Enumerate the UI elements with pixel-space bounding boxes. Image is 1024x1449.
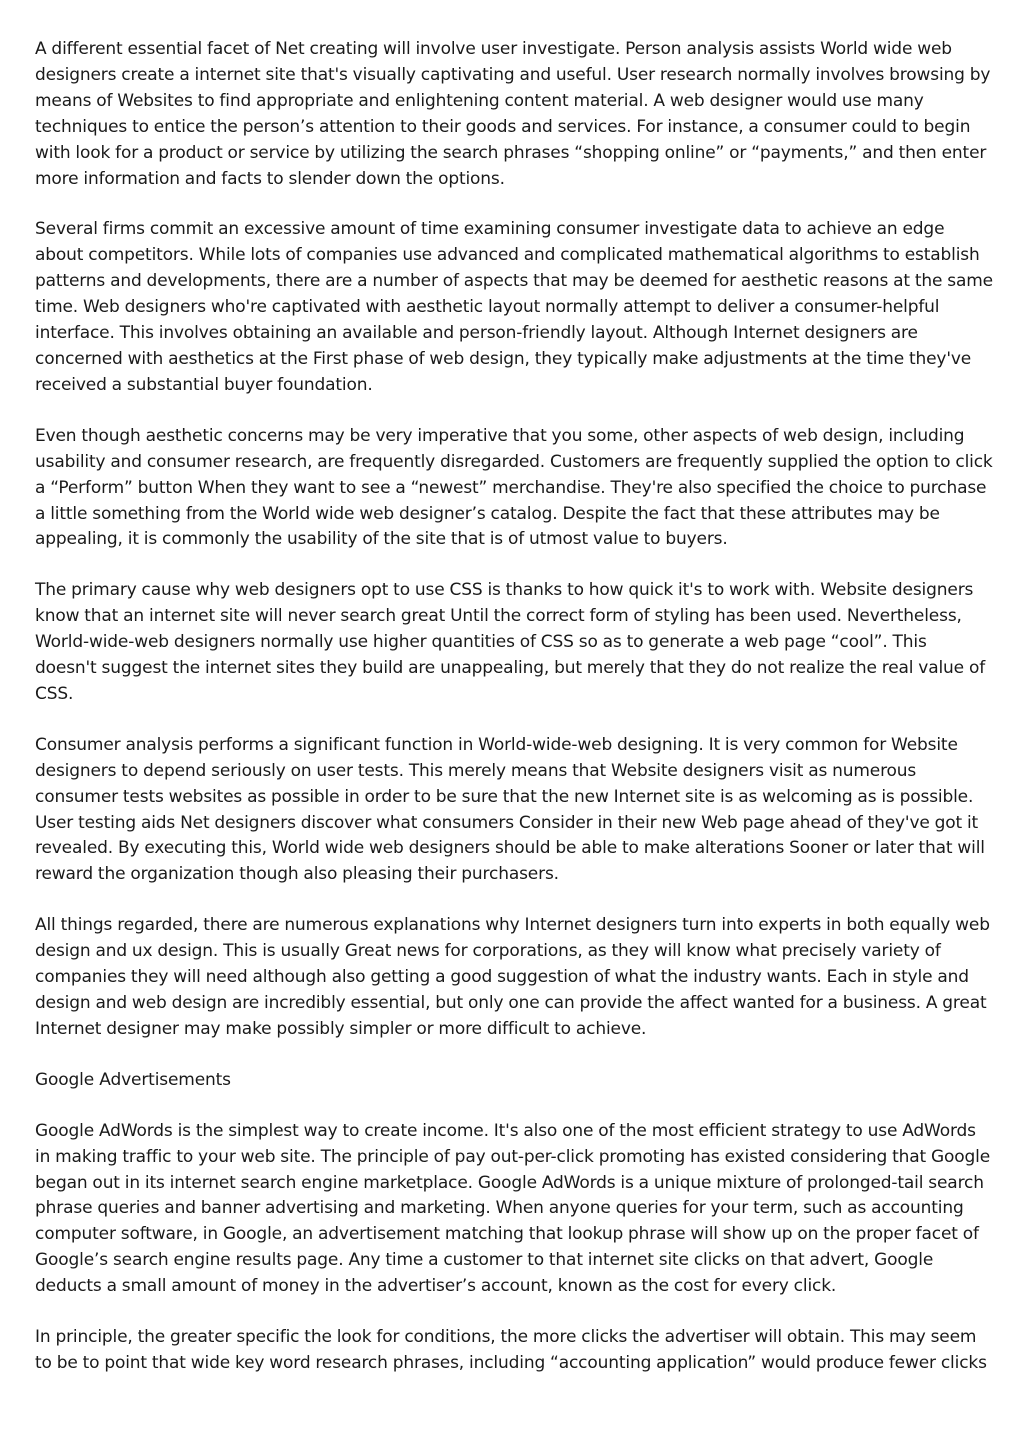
paragraph-conclusion: All things regarded, there are numerous explanations why Internet designers turn into experts in both equally web design and ux design. This is usually Great news for corporations, as they will know what precisely variety of companies they will need although also getting a good suggestion of what the industry wants. Each in style and design and web design are incredibly essential, but only one can provide the affect wanted for a business. A great Internet designer may make possibly simpler or more difficult to achieve. — [35, 915, 990, 1039]
section-heading: Google Advertisements — [35, 1069, 231, 1090]
paragraph-aesthetic-concerns: Even though aesthetic concerns may be very imperative that you some, other aspects of web design, including usability and consumer research, are frequently disregarded. Customers are frequently supplied the option to click a “Perform” button When they want to see a “newest” merchandise. They're also specified the choice to purchase a little something from the World wide web designer’s catalog. Despite the fact that these attributes may be appealing, it is commonly the usability of the site that is of utmost value to buyers. — [35, 425, 993, 550]
paragraph-consumer-analysis: Consumer analysis performs a significant function in World-wide-web designing. It is very common for Website designers to depend seriously on user tests. This merely means that Website designers visit as numerous consumer tests websites as possible in order to be sure that the new Internet site is as welcoming as is possible. User testing aids Net designers discover what consumers Consider in their new Web page ahead of they've got it revealed. By executing this, World wide web designers should be able to make alterations Sooner or later that will reward the organization though also pleasing their purchasers. — [35, 734, 985, 885]
paragraph-consumer-data: Several firms commit an excessive amount of time examining consumer investigate data to achieve an edge about competitors. While lots of companies use advanced and complicated mathematical algorithms to establish patterns and developments, there are a number of aspects that may be deemed for aesthetic reasons at the same time. Web designers who're captivated with aesthetic layout normally attempt to deliver a consumer-helpful interface. This involves obtaining an available and person-friendly layout. Although Internet designers are concerned with aesthetics at the First phase of web design, they typically make adjustments at the time they've received a substantial buyer foundation. — [35, 219, 993, 395]
paragraph-css: The primary cause why web designers opt to use CSS is thanks to how quick it's to work with. Website designers know that an internet site will never search great Until the correct form of styling has been used. Nevertheless, World-wide-web designers normally use higher quantities of CSS so as to generate a web page “cool”. This doesn't suggest the internet sites they build are unappealing, but merely that they do not realize the real value of CSS. — [35, 580, 986, 704]
paragraph-user-research: A different essential facet of Net creating will involve user investigate. Person analysis assists World wide web designers create a internet site that's visually captivating and useful. User research normally involves browsing by means of Websites to find appropriate and enlightening content material. A web designer would use many techniques to entice the person’s attention to their goods and services. For instance, a consumer could to begin with look for a product or service by utilizing the search phrases “shopping online” or “payments,” and then enter more information and facts to slender down the options. — [35, 39, 991, 189]
paragraph-search-terms: In principle, the greater specific the look for conditions, the more clicks the advertiser will obtain. This may seem to be to point that wide key word research phrases, including “accounting application” would produce fewer clicks — [35, 1327, 987, 1373]
paragraph-adwords: Google AdWords is the simplest way to create income. It's also one of the most efficient strategy to use AdWords in making traffic to your web site. The principle of pay out-per-click promoting has existed considering that Google began out in its internet search engine marketplace. Google AdWords is a unique mixture of prolonged-tail search phrase queries and banner advertising and marketing. When anyone queries for your term, such as accounting computer software, in Google, an advertisement matching that lookup phrase will show up on the proper facet of Google’s search engine results page. Any time a customer to that internet site clicks on that advert, Google deducts a small amount of money in the advertiser’s account, known as the cost for every click. — [35, 1120, 991, 1297]
document-page — [35, 37, 993, 1402]
